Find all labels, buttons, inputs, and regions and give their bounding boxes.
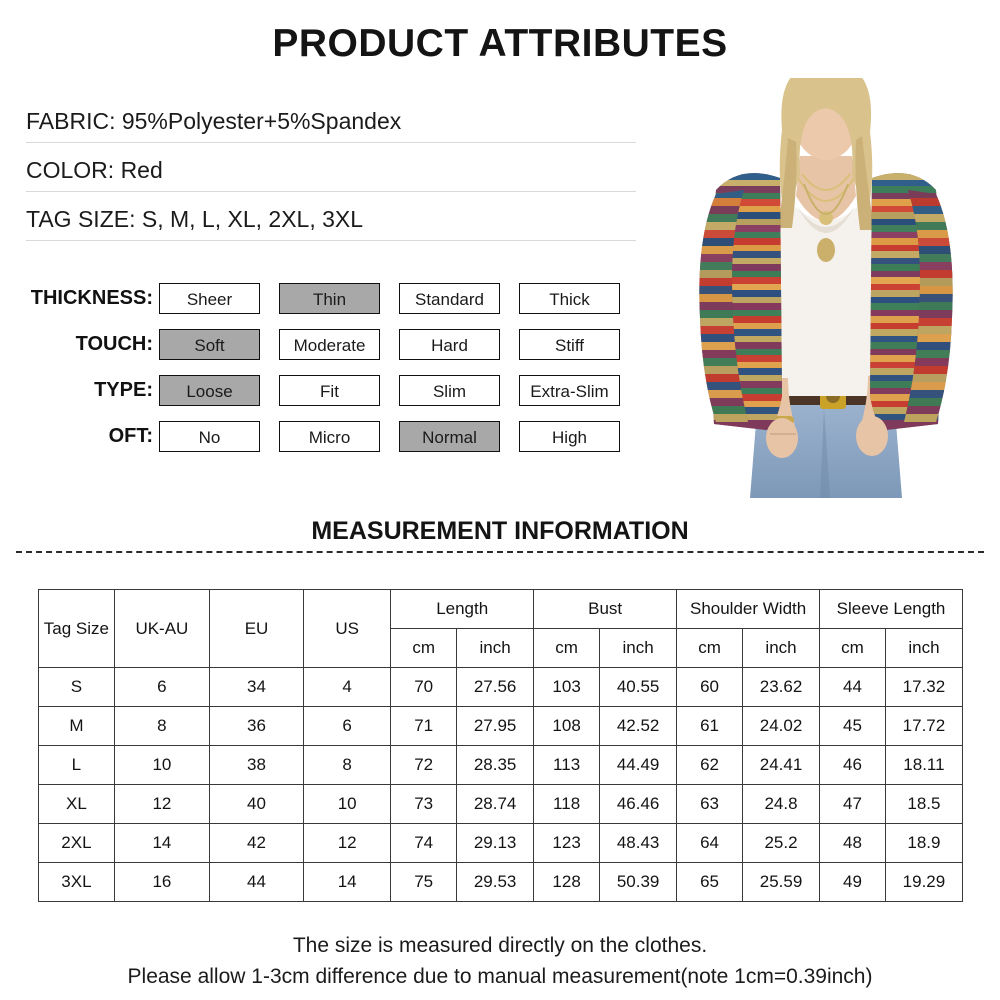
cell-bust-cm: 108 [534,707,600,746]
cell-length-cm: 71 [391,707,457,746]
option-thickness-sheer[interactable]: Sheer [159,283,260,314]
cell-uk-au: 12 [114,785,209,824]
cell-shoulder-cm: 62 [677,746,743,785]
cell-length-cm: 74 [391,824,457,863]
option-type-slim[interactable]: Slim [399,375,500,406]
option-thickness-standard[interactable]: Standard [399,283,500,314]
cell-uk-au: 14 [114,824,209,863]
cell-length-inch: 27.56 [457,668,534,707]
cell-sleeve-inch: 19.29 [885,863,962,902]
cell-shoulder-cm: 64 [677,824,743,863]
option-touch-hard[interactable]: Hard [399,329,500,360]
cell-sleeve-inch: 17.32 [885,668,962,707]
size-table-wrapper [38,589,963,902]
cell-shoulder-cm: 61 [677,707,743,746]
option-oft-normal[interactable]: Normal [399,421,500,452]
cell-sleeve-inch: 17.72 [885,707,962,746]
cell-eu: 44 [209,863,303,902]
cell-sleeve-inch: 18.11 [885,746,962,785]
header-uk-au: UK-AU [114,590,209,668]
cell-us: 10 [304,785,391,824]
cell-sleeve-cm: 44 [820,668,886,707]
cell-sleeve-cm: 47 [820,785,886,824]
cell-sleeve-cm: 49 [820,863,886,902]
header-length: Length [391,590,534,629]
cell-us: 14 [304,863,391,902]
cell-eu: 36 [209,707,303,746]
cell-shoulder-cm: 60 [677,668,743,707]
product-photo [670,78,982,498]
header-bust: Bust [534,590,677,629]
header-bust-cm: cm [534,629,600,668]
header-us: US [304,590,391,668]
cell-bust-cm: 118 [534,785,600,824]
option-touch-soft[interactable]: Soft [159,329,260,360]
table-row [39,707,963,746]
header-eu: EU [209,590,303,668]
cell-sleeve-cm: 48 [820,824,886,863]
cell-us: 8 [304,746,391,785]
table-row [39,668,963,707]
option-label-thickness: THICKNESS: [30,286,153,309]
cell-tag: S [39,668,115,707]
cell-us: 4 [304,668,391,707]
cell-bust-cm: 123 [534,824,600,863]
cell-bust-inch: 42.52 [600,707,677,746]
option-type-loose[interactable]: Loose [159,375,260,406]
cell-eu: 40 [209,785,303,824]
cell-sleeve-cm: 46 [820,746,886,785]
cell-uk-au: 8 [114,707,209,746]
size-chart-table [38,589,963,902]
header-length-inch: inch [457,629,534,668]
header-shoulder-width: Shoulder Width [677,590,820,629]
option-rows [26,282,646,466]
measurement-title: MEASUREMENT INFORMATION [311,517,689,545]
option-touch-stiff[interactable]: Stiff [519,329,620,360]
cell-eu: 42 [209,824,303,863]
cell-length-inch: 28.35 [457,746,534,785]
option-type-extra-slim[interactable]: Extra-Slim [519,375,620,406]
option-thickness-thin[interactable]: Thin [279,283,380,314]
cell-sleeve-cm: 45 [820,707,886,746]
cell-tag: XL [39,785,115,824]
cell-bust-cm: 113 [534,746,600,785]
cell-sleeve-inch: 18.9 [885,824,962,863]
attribute-color: COLOR: Red [26,157,636,192]
cell-length-inch: 29.13 [457,824,534,863]
cell-shoulder-inch: 24.02 [742,707,819,746]
cell-us: 12 [304,824,391,863]
cell-bust-inch: 40.55 [600,668,677,707]
cell-sleeve-inch: 18.5 [885,785,962,824]
cell-bust-inch: 46.46 [600,785,677,824]
header-shoulder-cm: cm [677,629,743,668]
cell-eu: 38 [209,746,303,785]
option-oft-micro[interactable]: Micro [279,421,380,452]
header-length-cm: cm [391,629,457,668]
option-row-thickness [26,282,646,314]
attribute-list [26,108,636,255]
option-label-type: TYPE: [94,378,153,401]
table-row [39,824,963,863]
page-title: PRODUCT ATTRIBUTES [272,22,728,65]
cell-bust-inch: 44.49 [600,746,677,785]
option-label-touch: TOUCH: [75,332,153,355]
cell-tag: M [39,707,115,746]
header-sleeve-length: Sleeve Length [820,590,963,629]
cell-length-cm: 70 [391,668,457,707]
table-row [39,785,963,824]
dashed-divider [16,551,984,553]
attribute-tag-size: TAG SIZE: S, M, L, XL, 2XL, 3XL [26,206,636,241]
header-tag-size: Tag Size [39,590,115,668]
model-illustration [670,78,982,498]
cell-tag: 3XL [39,863,115,902]
attribute-fabric: FABRIC: 95%Polyester+5%Spandex [26,108,636,143]
cell-shoulder-cm: 65 [677,863,743,902]
option-thickness-thick[interactable]: Thick [519,283,620,314]
cell-uk-au: 16 [114,863,209,902]
cell-bust-cm: 103 [534,668,600,707]
cell-shoulder-inch: 23.62 [742,668,819,707]
cell-shoulder-inch: 24.8 [742,785,819,824]
footer-notes [0,930,1000,992]
table-row [39,746,963,785]
option-oft-no[interactable]: No [159,421,260,452]
cell-shoulder-inch: 25.2 [742,824,819,863]
header-bust-inch: inch [600,629,677,668]
cell-length-inch: 28.74 [457,785,534,824]
option-touch-moderate[interactable]: Moderate [279,329,380,360]
header-shoulder-inch: inch [742,629,819,668]
cell-uk-au: 10 [114,746,209,785]
table-row [39,863,963,902]
option-row-touch [26,328,646,360]
cell-tag: 2XL [39,824,115,863]
cell-tag: L [39,746,115,785]
cell-shoulder-inch: 24.41 [742,746,819,785]
option-label-oft: OFT: [108,424,153,447]
cell-us: 6 [304,707,391,746]
cell-bust-cm: 128 [534,863,600,902]
table-header-row-top [39,590,963,629]
header-sleeve-cm: cm [820,629,886,668]
cell-length-cm: 73 [391,785,457,824]
option-row-oft [26,420,646,452]
note-line-1: The size is measured directly on the clothes. [292,934,708,957]
cell-shoulder-inch: 25.59 [742,863,819,902]
option-type-fit[interactable]: Fit [279,375,380,406]
header-sleeve-inch: inch [885,629,962,668]
cell-length-cm: 72 [391,746,457,785]
cell-length-inch: 27.95 [457,707,534,746]
cell-uk-au: 6 [114,668,209,707]
option-oft-high[interactable]: High [519,421,620,452]
note-line-2: Please allow 1-3cm difference due to manual measurement(note 1cm=0.39inch) [127,965,873,988]
cell-bust-inch: 50.39 [600,863,677,902]
cell-eu: 34 [209,668,303,707]
cell-bust-inch: 48.43 [600,824,677,863]
cell-shoulder-cm: 63 [677,785,743,824]
cell-length-inch: 29.53 [457,863,534,902]
cell-length-cm: 75 [391,863,457,902]
option-row-type [26,374,646,406]
